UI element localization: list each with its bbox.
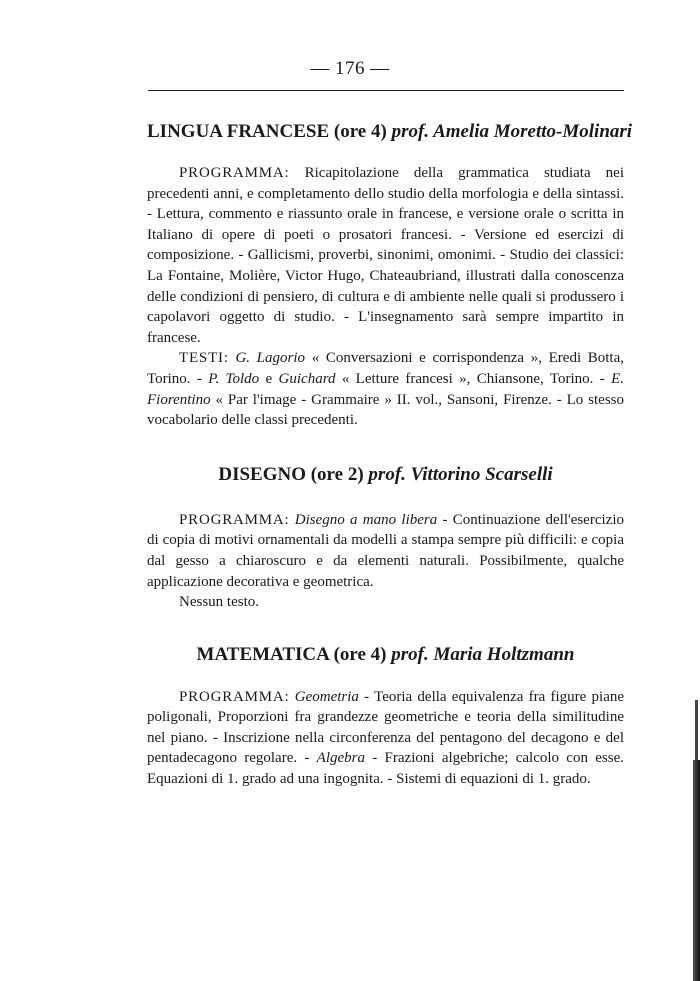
teacher-name: prof. Amelia Moretto-Molinari — [391, 121, 633, 142]
page-number: — 176 — — [310, 58, 390, 79]
teacher-name: prof. Maria Holtzmann — [391, 643, 575, 665]
programma-paragraph — [147, 163, 624, 348]
testi-author: G. Lagorio — [235, 350, 306, 367]
programma-topic: Algebra — [316, 750, 365, 767]
section-heading-disegno — [147, 461, 624, 489]
programma-label: PROGRAMMA: — [179, 511, 290, 528]
programma-text: - Frazioni algebriche; calcolo con esse. Equazioni di 1. grado ad una ingognita. - Sistemi di equazioni di 1. grado. — [147, 750, 624, 788]
page-content — [147, 118, 633, 790]
programma-paragraph — [147, 687, 624, 790]
page-binding-edge — [693, 760, 700, 981]
programma-label: PROGRAMMA: — [179, 165, 290, 181]
programma-topic: Geometria — [294, 688, 359, 705]
section-heading-francese — [147, 118, 633, 146]
programma-topic: Disegno a mano libera — [294, 511, 438, 528]
testi-text: « Par l'image - Grammaire » II. vol., Sansoni, Firenze. - Lo stesso vocabolario delle classi precedenti. — [147, 391, 624, 429]
testi-author: Guichard — [278, 370, 336, 387]
programma-paragraph — [147, 510, 624, 592]
testi-author: P. Toldo — [208, 370, 260, 387]
section-heading-matematica — [147, 641, 624, 669]
testi-note: Nessun testo. — [179, 594, 259, 611]
programma-text: - Continuazione dell'esercizio di copia di motivi ornamentali da modelli a stampa sempre più difficili: e copia dal gesso a chiaroscuro e da elementi naturali. Possibilmente, qualche applicazione decorativa e geometrica. — [147, 511, 624, 590]
testi-conjunction: e — [265, 370, 273, 387]
programma-label: PROGRAMMA: — [179, 688, 290, 705]
testi-paragraph — [147, 592, 624, 613]
programma-text: Ricapitolazione della grammatica studiata nei precedenti anni, e completamento dello studio della morfologia e della sintassi. - Lettura, commento e riassunto orale in francese, e versione orale o scritta in Italiano di opere di poeti o prosatori francesi. - Versione ed esercizi di composizione. - Gallicismi, proverbi, sinonimi, omonimi. - Studio dei classici: La Fontaine, Molière, Victor Hugo, Chateaubriand, illustrati dalla conoscenza delle condizioni di pensiero, di cultura e di ambiente nelle quali si produssero i capolavori oggetto di studio. - L'insegnamento sarà sempre impartito in francese. — [147, 165, 625, 346]
testi-paragraph — [147, 348, 624, 430]
subject-title: LINGUA FRANCESE — [147, 121, 330, 142]
hours-label: (ore 2) — [310, 463, 364, 485]
subject-title: MATEMATICA — [196, 643, 329, 665]
hours-label: (ore 4) — [333, 643, 387, 665]
header-rule — [148, 90, 624, 91]
teacher-name: prof. Vittorino Scarselli — [368, 463, 553, 485]
hours-label: (ore 4) — [333, 121, 387, 142]
programma-text: - Teoria della equivalenza fra figure piane poligonali, Proporzioni fra grandezze geometriche e teoria della similitudine nel piano. - Inscrizione nella circonferenza del pentagono del decagono e del pentadecagono regolare. - — [147, 688, 625, 767]
testi-author: E. Fiorentino — [147, 370, 625, 408]
subject-title: DISEGNO — [218, 463, 306, 485]
section-francese — [147, 118, 633, 431]
page-binding-edge — [695, 700, 698, 760]
testi-text: « Letture francesi », Chiansone, Torino. - — [341, 370, 605, 387]
section-disegno — [147, 461, 624, 613]
testi-label: TESTI: — [179, 350, 229, 367]
testi-text: « Conversazioni e corrispondenza », Eredi Botta, Torino. - — [147, 350, 625, 387]
section-matematica — [147, 641, 624, 790]
